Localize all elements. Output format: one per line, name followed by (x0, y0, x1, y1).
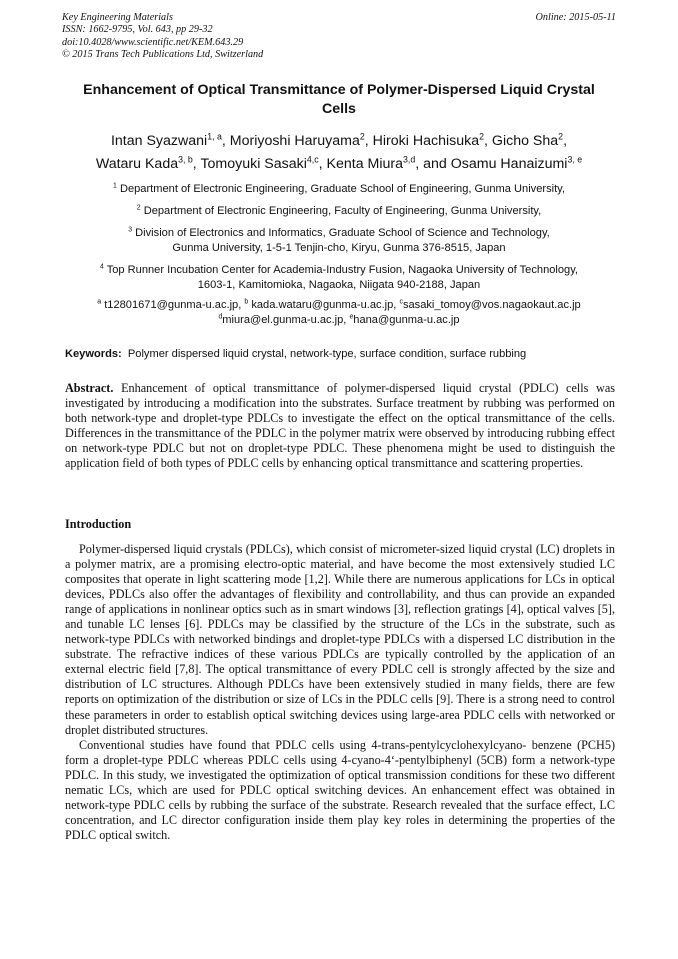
affiliation-1 (44, 182, 634, 197)
abstract-text: Enhancement of optical transmittance of polymer-dispersed liquid crystal (PDLC) cells was investigated by introducing a modification into the substrates. Surface treatment by rubbing was performed on both network-type and droplet-type PDLCs to investigate the effect on the optical transmittance of the cells. Differences in the transmittance of the PDLC in the polymer matrix were observed by introducing rubbing effect on network-type PDLC but not on droplet-type PDLC. These phenomena might be used to distinguish the application field of both types of PDLC cells by enhancing optical transmittance and scattering properties. (65, 381, 615, 471)
affiliation-mark: 2 (136, 204, 141, 212)
abstract-label: Abstract. (65, 381, 114, 395)
abstract (65, 381, 615, 472)
author-affil-mark: 2 (359, 131, 365, 142)
affiliation-mark: 4 (99, 263, 104, 271)
author-name: Wataru Kada (95, 156, 179, 172)
affiliation-4 (44, 263, 634, 292)
affiliation-line: 1603-1, Kamitomioka, Nagaoka, Niigata 940-2188, Japan (197, 278, 481, 291)
issn: ISSN: 1662-9795, Vol. 643, pp 29-32 (62, 24, 213, 36)
author-name: Tomoyuki Sasaki (200, 156, 307, 172)
author-name: Intan Syazwani (110, 133, 208, 149)
author-separator: , (364, 133, 373, 149)
paragraph: Conventional studies have found that PDLC cells using 4-trans-pentylcyclohexylcyano- benzene (PCH5) form a droplet-type PDLC whereas PDLC cells using 4-cyano-4‘-pentylbiphenyl (5CB) form a network-type PDLC. In this study, we investigated the optimization of optical transmission conditions for these two different nematic LCs, which are used for PDLC optical switching devices. An enhancement effect was obtained in network-type PDLC cells by rubbing the surface of the substrate. Research revealed that the surface effect, LC concentration, and LC director configuration inside them play key roles in determining the properties of the PDLC optical switch. (65, 737, 615, 842)
affiliation-3 (44, 226, 634, 255)
email-mark: d (218, 312, 223, 320)
email-d[interactable]: miura@el.gunma-u.ac.jp, (222, 313, 347, 326)
affiliation-text: Department of Electronic Engineering, Graduate School of Engineering, Gunma University, (119, 183, 565, 195)
doi[interactable]: doi:10.4028/www.scientific.net/KEM.643.29 (62, 36, 244, 48)
online-date: Online: 2015-05-11 (535, 12, 616, 23)
author-line-1 (50, 130, 628, 153)
author-affil-mark: 3, b (178, 154, 193, 165)
email-mark: b (244, 298, 249, 306)
author-name: Moriyoshi Haruyama (229, 133, 360, 149)
email-line-2 (44, 313, 634, 328)
keywords-label: Keywords: (65, 348, 122, 360)
author-separator: , (484, 133, 492, 149)
author-separator: , (318, 156, 327, 172)
author-affil-mark: 3,d (403, 154, 416, 165)
author-affil-mark: 2 (479, 131, 485, 142)
author-separator: , (192, 156, 201, 172)
keywords-text: Polymer dispersed liquid crystal, network-type, surface condition, surface rubbing (127, 348, 527, 360)
affiliation-2 (44, 204, 634, 219)
journal-name: Key Engineering Materials (62, 12, 173, 23)
copyright: © 2015 Trans Tech Publications Ltd, Switzerland (62, 49, 264, 61)
email-mark: a (97, 298, 102, 306)
author-separator: , (221, 133, 230, 149)
author-separator: , (563, 133, 568, 149)
email-line-1 (44, 298, 634, 313)
author-name: Gicho Sha (491, 133, 559, 149)
author-name: Hiroki Hachisuka (372, 133, 480, 149)
author-separator: , and (415, 156, 451, 172)
author-name: Osamu Hanaizumi (450, 156, 568, 172)
affiliation-text: Top Runner Incubation Center for Academia-Industry Fusion, Nagaoka University of Technology, (106, 264, 579, 276)
introduction-body (65, 542, 615, 843)
keywords (65, 348, 625, 360)
email-b[interactable]: kada.wataru@gunma-u.ac.jp, (251, 299, 397, 311)
affiliation-mark: 3 (128, 226, 133, 234)
author-affil-mark: 4,c (306, 154, 319, 165)
affiliation-text: Department of Electronic Engineering, Faculty of Engineering, Gunma University, (143, 205, 542, 217)
affiliation-mark: 1 (113, 182, 117, 190)
email-c[interactable]: sasaki_tomoy@vos.nagaokaut.ac.jp (402, 299, 581, 311)
email-e[interactable]: hana@gunma-u.ac.jp (353, 313, 460, 326)
affiliation-line (44, 263, 634, 278)
section-heading-introduction: Introduction (65, 517, 132, 531)
email-list (44, 298, 634, 327)
affiliation-line: Gunma University, 1-5-1 Tenjin-cho, Kiryu, Gunma 376-8515, Japan (172, 241, 506, 254)
email-mark: e (349, 312, 354, 320)
affiliation-line (44, 226, 634, 241)
author-name: Kenta Miura (326, 156, 404, 172)
email-mark: c (399, 298, 403, 306)
author-list (50, 130, 628, 176)
author-affil-mark: 2 (558, 131, 564, 142)
affiliation-text: Division of Electronics and Informatics, Graduate School of Science and Technology, (135, 227, 550, 239)
author-affil-mark: 3, e (567, 154, 583, 165)
author-line-2 (50, 153, 628, 176)
author-affil-mark: 1, a (207, 131, 222, 142)
email-a[interactable]: t12801671@gunma-u.ac.jp, (104, 299, 242, 311)
paper-title: Enhancement of Optical Transmittance of Polymer-Dispersed Liquid Crystal Cells (83, 82, 595, 117)
page-header (62, 12, 616, 62)
paragraph: Polymer-dispersed liquid crystals (PDLCs), which consist of micrometer-sized liquid crystal (LC) droplets in a polymer matrix, are a promising electro-optic material, and have become the most extensively studied LC composites that operate in light scattering mode [1,2]. While there are numerous applications for LCs in optical devices, PDLCs also offer the advantages of flexibility and controllability, and thus can provide an expanded range of applications in nonlinear optics such as in smart windows [3], reflection gratings [4], optical valves [5], and tunable LC lenses [6]. PDLCs may be classified by the structure of the LCs in the substrate, such as network-type PDLCs with networked bindings and droplet-type PDLCs with a dispersed LC distribution in the substrate. The refractive indices of these various PDLCs are typically controlled by the application of an external electric field [7,8]. The optical transmittance of every PDLC cell is strongly affected by the size and distribution of LC structures. Although PDLCs have been extensively studied in many fields, there are few reports on optimization of the distribution or size of LCs in the PDLC cells [9]. There is a strong need to control these parameters in order to establish optical switching devices using large-area PDLC cells with networked or droplet distributed structures. (65, 542, 615, 737)
